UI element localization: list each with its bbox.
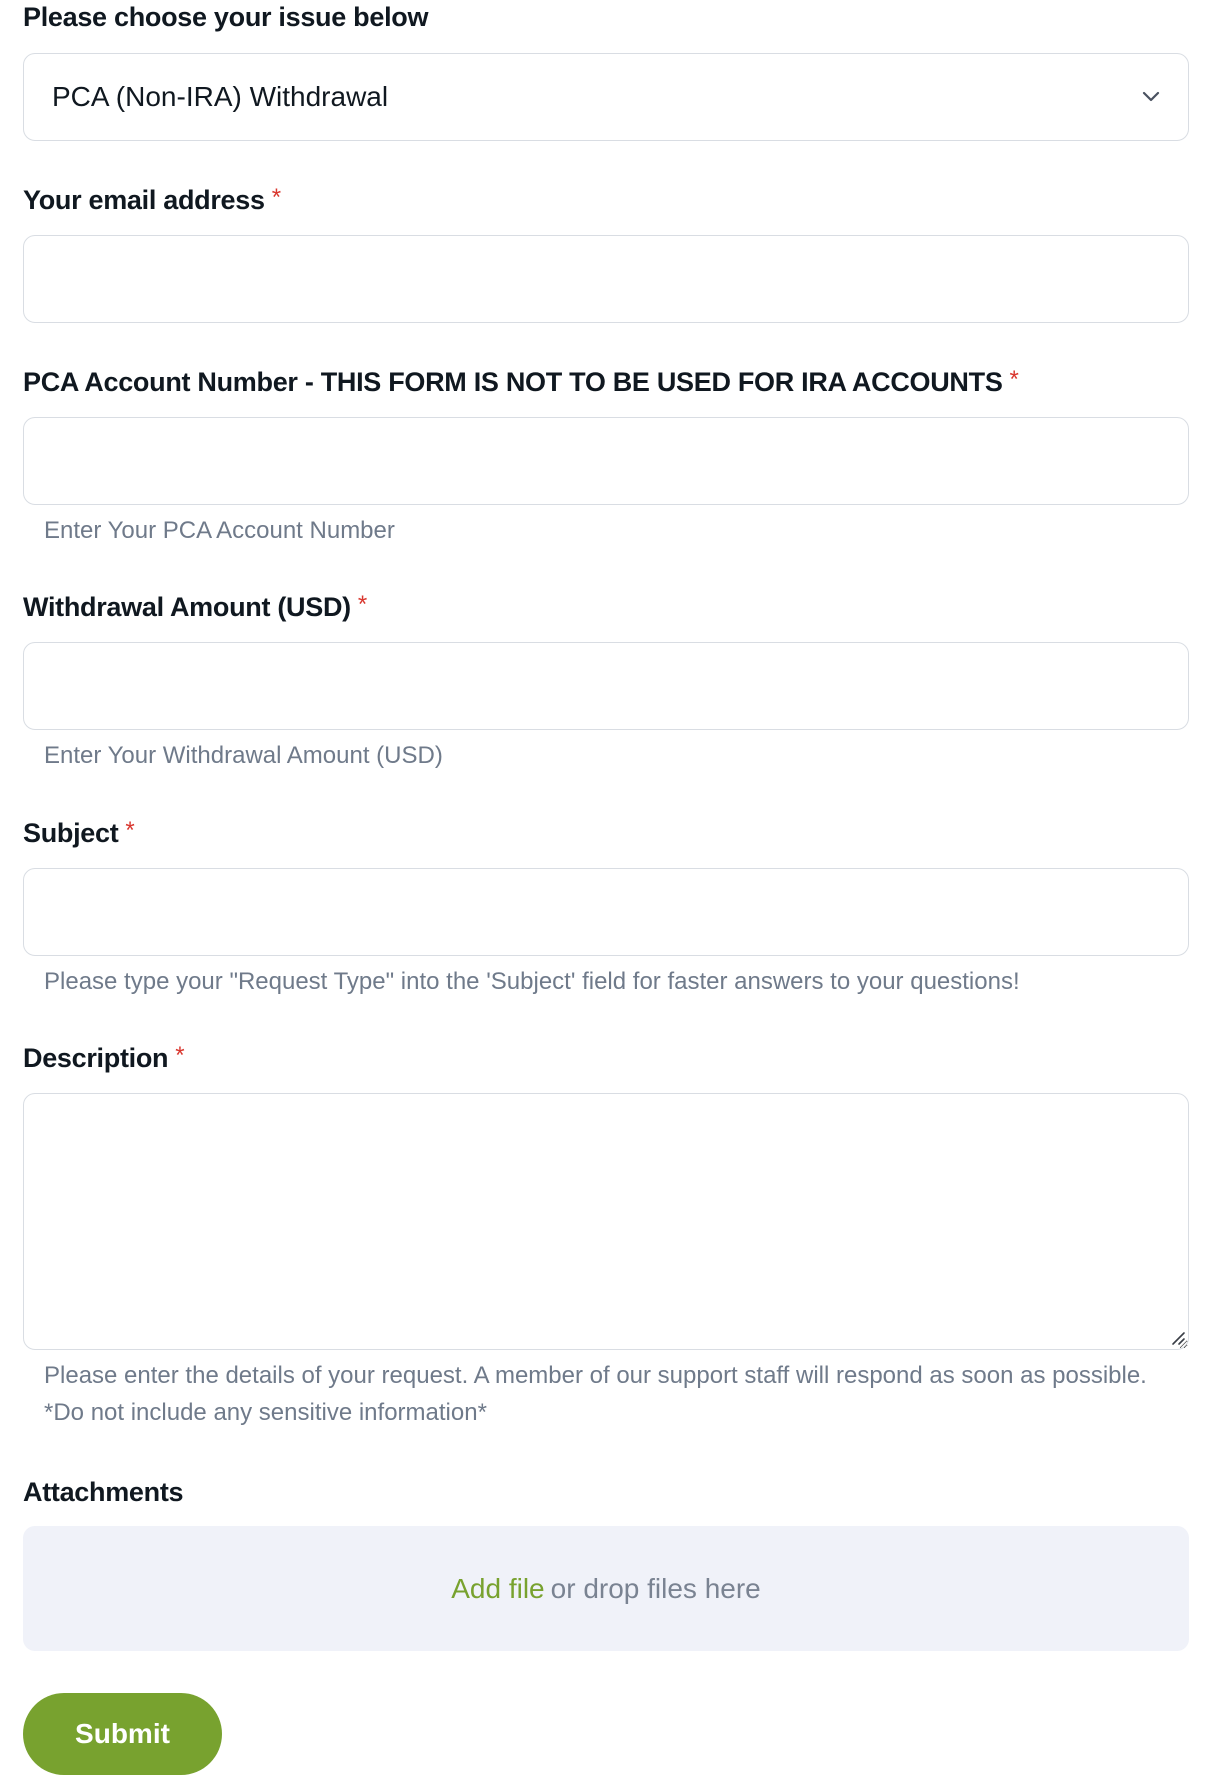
submit-button[interactable]: Submit [23,1693,222,1775]
attachments-label-text: Attachments [23,1477,184,1507]
email-label-text: Your email address [23,185,265,215]
chevron-down-icon [1140,86,1162,108]
withdrawal-amount-field[interactable] [23,642,1189,730]
issue-label-text: Please choose your issue below [23,2,429,32]
withdrawal-amount-hint: Enter Your Withdrawal Amount (USD) [44,742,443,769]
issue-label [23,2,428,33]
account-number-label [23,366,1019,398]
description-label-text: Description [23,1043,169,1073]
email-label [23,184,281,216]
required-marker: * [271,184,281,211]
attachments-label [23,1477,183,1508]
issue-select[interactable] [23,53,1189,141]
subject-label-text: Subject [23,818,119,848]
add-file-link[interactable]: Add file [451,1572,545,1604]
required-marker: * [1009,366,1019,393]
subject-label [23,817,134,849]
subject-field[interactable] [23,868,1189,956]
description-label [23,1042,184,1074]
required-marker: * [175,1042,185,1069]
account-number-field[interactable] [23,417,1189,505]
attachments-dropzone[interactable] [23,1526,1189,1651]
withdrawal-amount-label-text: Withdrawal Amount (USD) [23,592,351,622]
description-textarea[interactable] [23,1093,1189,1350]
account-number-hint: Enter Your PCA Account Number [44,517,395,544]
resize-grip-icon[interactable] [1170,1330,1186,1346]
required-marker: * [125,817,135,844]
email-field[interactable] [23,235,1189,323]
issue-selected-value: PCA (Non-IRA) Withdrawal [52,81,389,112]
description-hint-line1: Please enter the details of your request. A member of our support staff will respond as soon as possible. [44,1362,1147,1389]
drop-files-text: or drop files here [550,1572,761,1604]
subject-hint: Please type your "Request Type" into the 'Subject' field for faster answers to your questions! [44,968,1020,995]
description-hint-line2: *Do not include any sensitive information* [44,1399,487,1426]
withdrawal-amount-label [23,591,367,623]
description-hint [44,1357,1147,1431]
required-marker: * [357,591,367,618]
account-number-label-text: PCA Account Number - THIS FORM IS NOT TO BE USED FOR IRA ACCOUNTS [23,367,1003,397]
